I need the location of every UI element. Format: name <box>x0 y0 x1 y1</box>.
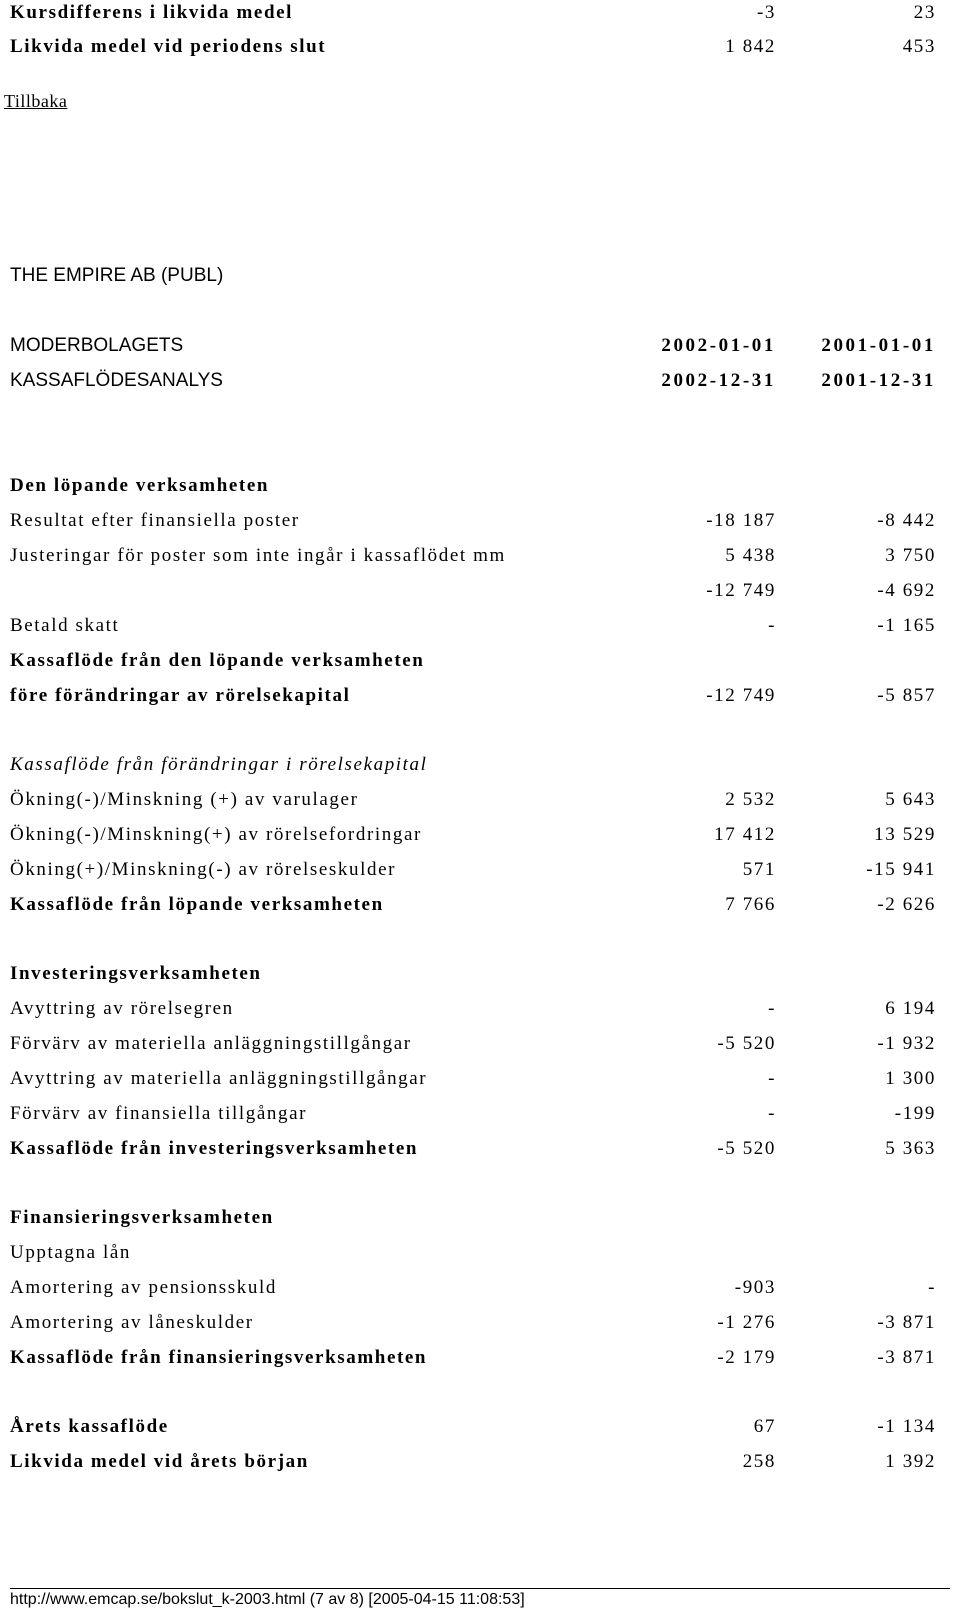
table-row <box>0 754 960 790</box>
period-2002-to: 2002-12-31 <box>661 370 776 391</box>
value-2001: 6 194 <box>885 998 936 1019</box>
value-2002: - <box>768 615 776 636</box>
value-2002: -12 749 <box>706 580 776 601</box>
value-2002: -3 <box>756 2 776 23</box>
value-2002: -12 749 <box>706 685 776 706</box>
table-row <box>0 1347 960 1383</box>
value-2002: -1 276 <box>717 1312 776 1333</box>
row-label: Ökning(-)/Minskning(+) av rörelsefordringar <box>10 824 422 845</box>
value-2002: -903 <box>734 1277 776 1298</box>
statement-title-line1: MODERBOLAGETS <box>10 335 184 356</box>
table-row <box>0 650 960 686</box>
header-row-2 <box>0 370 960 406</box>
top-row-likvida-medel-slut <box>0 36 960 72</box>
value-2002: 5 438 <box>725 545 776 566</box>
value-2001: 3 750 <box>885 545 936 566</box>
table-row <box>0 1242 960 1278</box>
value-2002: -5 520 <box>717 1138 776 1159</box>
table-row <box>0 824 960 860</box>
row-label: Justeringar för poster som inte ingår i kassaflödet mm <box>10 545 506 566</box>
row-label: Amortering av låneskulder <box>10 1312 254 1333</box>
row-label: Avyttring av materiella anläggningstillgångar <box>10 1068 428 1089</box>
table-row <box>0 1416 960 1452</box>
table-row <box>0 859 960 895</box>
footer-url-text: http://www.emcap.se/bokslut_k-2003.html (7 av 8) [2005-04-15 11:08:53] <box>10 1591 525 1608</box>
value-2001: 1 392 <box>885 1451 936 1472</box>
row-label: Betald skatt <box>10 615 120 636</box>
row-label: Kursdifferens i likvida medel <box>10 2 294 23</box>
table-row <box>0 1103 960 1139</box>
company-name: THE EMPIRE AB (PUBL) <box>10 265 224 286</box>
row-label: Amortering av pensionsskuld <box>10 1277 277 1298</box>
value-2001: -1 165 <box>877 615 936 636</box>
value-2001: -3 871 <box>877 1312 936 1333</box>
value-2001: -3 871 <box>877 1347 936 1368</box>
value-2001: 23 <box>913 2 936 23</box>
table-row <box>0 1207 960 1243</box>
value-2002: 2 532 <box>725 789 776 810</box>
table-row <box>0 510 960 546</box>
row-label: Förvärv av finansiella tillgångar <box>10 1103 308 1124</box>
row-label: Kassaflöde från finansieringsverksamheten <box>10 1347 428 1368</box>
row-label: Ökning(-)/Minskning (+) av varulager <box>10 789 359 810</box>
table-row <box>0 963 960 999</box>
value-2001: - <box>928 1277 936 1298</box>
value-2002: -2 179 <box>717 1347 776 1368</box>
value-2001: -2 626 <box>877 894 936 915</box>
row-label: Resultat efter finansiella poster <box>10 510 300 531</box>
value-2001: 13 529 <box>874 824 936 845</box>
value-2002: 7 766 <box>725 894 776 915</box>
row-label: Likvida medel vid periodens slut <box>10 36 327 57</box>
row-label: Ökning(+)/Minskning(-) av rörelseskulder <box>10 859 397 880</box>
row-label: före förändringar av rörelsekapital <box>10 685 351 706</box>
row-label: Årets kassaflöde <box>10 1416 169 1437</box>
value-2001: -1 932 <box>877 1033 936 1054</box>
value-2002: 17 412 <box>714 824 776 845</box>
row-label: Likvida medel vid årets början <box>10 1451 309 1472</box>
value-2001: 5 643 <box>885 789 936 810</box>
table-row <box>0 615 960 651</box>
table-row <box>0 1138 960 1174</box>
value-2002: -18 187 <box>706 510 776 531</box>
table-row <box>0 789 960 825</box>
value-2001: 5 363 <box>885 1138 936 1159</box>
table-row <box>0 894 960 930</box>
table-row <box>0 1312 960 1348</box>
period-2001-from: 2001-01-01 <box>821 335 936 356</box>
value-2002: 67 <box>753 1416 776 1437</box>
company-name-row <box>0 265 960 301</box>
row-label: Investeringsverksamheten <box>10 963 262 984</box>
row-label: Förvärv av materiella anläggningstillgångar <box>10 1033 412 1054</box>
print-footer <box>10 1588 950 1611</box>
value-2002: -5 520 <box>717 1033 776 1054</box>
value-2001: -199 <box>894 1103 936 1124</box>
table-row <box>0 998 960 1034</box>
value-2002: 571 <box>742 859 776 880</box>
table-row <box>0 545 960 581</box>
back-link[interactable]: Tillbaka <box>4 91 68 111</box>
period-2002-from: 2002-01-01 <box>661 335 776 356</box>
value-2001: 453 <box>902 36 936 57</box>
table-row <box>0 1068 960 1104</box>
value-2002: 258 <box>742 1451 776 1472</box>
header-row-1 <box>0 335 960 371</box>
value-2001: -4 692 <box>877 580 936 601</box>
value-2001: 1 300 <box>885 1068 936 1089</box>
statement-title-line2: KASSAFLÖDESANALYS <box>10 370 223 391</box>
row-label: Kassaflöde från den löpande verksamheten <box>10 650 425 671</box>
row-label: Upptagna lån <box>10 1242 132 1263</box>
value-2002: - <box>768 1103 776 1124</box>
period-2001-to: 2001-12-31 <box>821 370 936 391</box>
row-label: Avyttring av rörelsegren <box>10 998 234 1019</box>
row-label: Kassaflöde från investeringsverksamheten <box>10 1138 419 1159</box>
table-row <box>0 1277 960 1313</box>
table-row <box>0 1033 960 1069</box>
value-2002: 1 842 <box>725 36 776 57</box>
row-label: Kassaflöde från löpande verksamheten <box>10 894 384 915</box>
table-row <box>0 1451 960 1487</box>
top-row-kursdifferens <box>0 2 960 38</box>
table-row <box>0 580 960 616</box>
value-2002: - <box>768 1068 776 1089</box>
value-2001: -1 134 <box>877 1416 936 1437</box>
table-row <box>0 685 960 721</box>
row-label: Finansieringsverksamheten <box>10 1207 274 1228</box>
table-row <box>0 475 960 511</box>
row-label: Kassaflöde från förändringar i rörelsekapital <box>10 754 428 775</box>
value-2001: -15 941 <box>866 859 936 880</box>
value-2001: -5 857 <box>877 685 936 706</box>
row-label: Den löpande verksamheten <box>10 475 270 496</box>
value-2002: - <box>768 998 776 1019</box>
value-2001: -8 442 <box>877 510 936 531</box>
